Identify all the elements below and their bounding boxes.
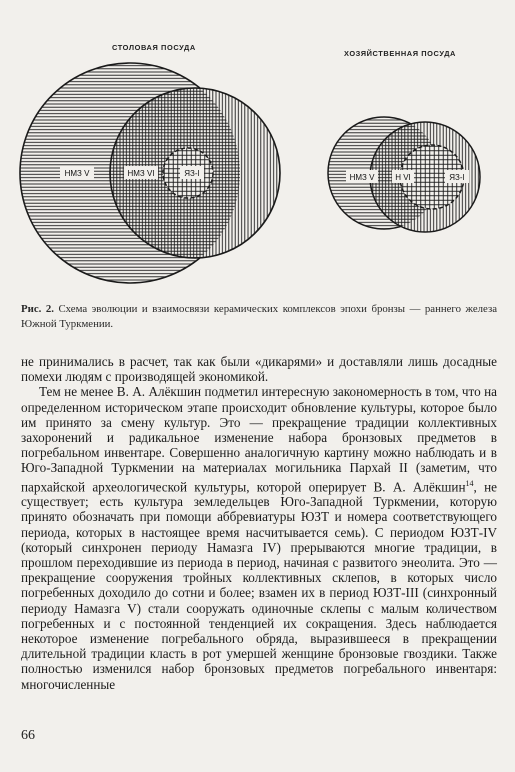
- caption-label: Рис. 2.: [21, 303, 54, 315]
- footnote-ref-14: 14: [465, 478, 474, 488]
- right-diagram-title: ХОЗЯЙСТВЕННАЯ ПОСУДА: [344, 49, 456, 58]
- left-yaz1-label: ЯЗ-I: [184, 169, 200, 178]
- body-text: [21, 354, 497, 692]
- page-number: 66: [21, 728, 35, 743]
- left-diagram-title: СТОЛОВАЯ ПОСУДА: [112, 43, 196, 52]
- figure-diagram: [0, 55, 515, 295]
- right-nmz5-label: НМЗ V: [349, 173, 375, 182]
- paragraph-2-part-2: , не существует; есть культура земледельцев Юго-Западной Туркмении, которую принято обозначать при помощи аббревиатуры ЮЗТ и номера соответствующего периода, которых в настоящее время насчитывается семь). С периодом ЮЗТ-IV (который синхронен периоду Намазга IV) прерываются многие традиции, в прошлом переходившие из периода в период, начиная с развитого энеолита. Это — прекращение сооружения тройных коллективных склепов, в которых число погребенных доходило до сотни и более; взамен их в период ЮЗТ-III (синхронный периоду Намазга V) стали сооружать одиночные склепы с малым количеством погребенных и с постоянной тенденцией их сокращения. Здесь наблюдается некоторое изменение погребального обряда, выразившееся в прекращении длительной традиции класть в рот умершей женщине бронзовые гвоздики. Также полностью изменился набор бронзовых предметов погребального инвентаря: многочисленные: [21, 479, 497, 692]
- caption-text: Схема эволюции и взаимосвязи керамических комплексов эпохи бронзы — раннего железа Южной Туркмении.: [21, 303, 497, 330]
- left-venn-group: [20, 63, 280, 283]
- paragraph-2: [21, 384, 497, 691]
- left-nmz6-label: НМЗ VI: [127, 169, 155, 178]
- right-venn-group: [328, 117, 480, 232]
- paragraph-1: не принимались в расчет, так как были «дикарями» и доставляли лишь досадные помехи людям с производящей экономикой.: [21, 354, 497, 385]
- right-yaz1-label: ЯЗ-I: [449, 173, 465, 182]
- right-nmz6-label: Н VI: [395, 173, 411, 182]
- left-nmz5-label: НМЗ V: [64, 169, 90, 178]
- paragraph-2-part-1: Тем не менее В. А. Алёкшин подметил интересную закономерность в том, что на определенном историческом этапе происходит обновление культуры, которое было им принято за смену культур. Это — прекращение традиции коллективных захоронений и радикальное изменение набора бронзовых предметов в погребальном инвентаре. Совершенно аналогичную картину можно наблюдать и в Юго-Западной Туркмении на материалах могильника Пархай II (заметим, что пархайской археологической культуры, которой оперирует В. А. Алёкшин: [21, 384, 497, 495]
- figure-caption: [21, 302, 497, 332]
